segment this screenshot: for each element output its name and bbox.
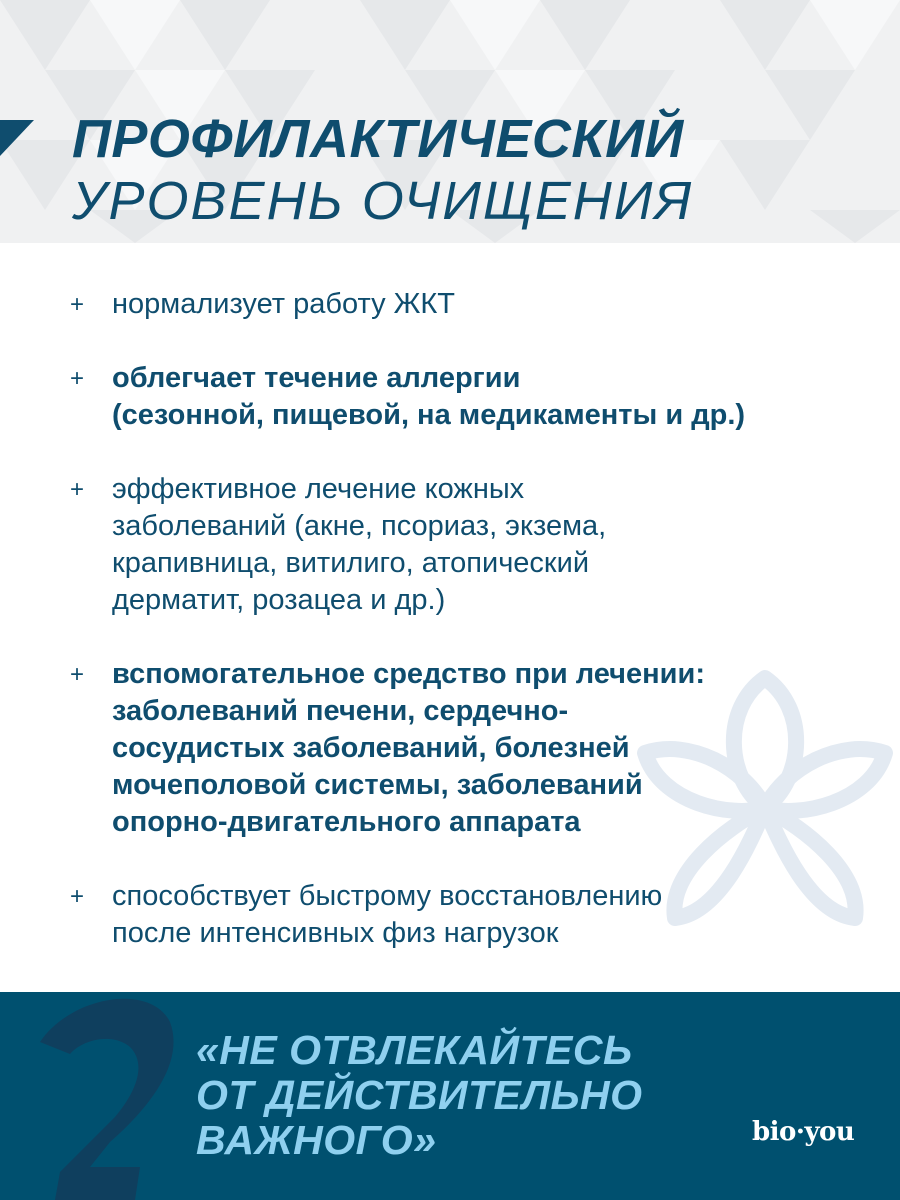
plus-icon: +: [70, 883, 85, 910]
plus-icon: +: [70, 661, 85, 688]
plus-icon: +: [70, 291, 85, 318]
title-line-1: ПРОФИЛАКТИЧЕСКИЙ: [72, 109, 684, 169]
list-item-text: способствует быстрому восстановлению после интенсивных физ нагрузок: [112, 880, 663, 949]
header-banner: [0, 0, 900, 243]
quote-line-3: ВАЖНОГО»: [196, 1117, 437, 1163]
title-line-2: УРОВЕНЬ ОЧИЩЕНИЯ: [72, 171, 694, 231]
quote-line-2: ОТ ДЕЙСТВИТЕЛЬНО: [196, 1072, 643, 1118]
list-item: [70, 360, 870, 434]
list-item: [70, 471, 870, 619]
quote-line-1: «НЕ ОТВЛЕКАЙТЕСЬ: [196, 1027, 633, 1073]
quote-text: [196, 1028, 643, 1163]
list-item-text: вспомогательное средство при лечении: заболеваний печени, сердечно- сосудистых заболеваний, болезней мочеполовой системы, заболеваний опорно-двигательного аппарата: [112, 658, 705, 838]
list-item: [70, 286, 870, 323]
list-item-text: облегчает течение аллергии (сезонной, пищевой, на медикаменты и др.): [112, 362, 746, 431]
list-item-text: эффективное лечение кожных заболеваний (акне, псориаз, экзема, крапивница, витилиго, атопический дерматит, розацеа и др.): [112, 473, 607, 616]
list-item: [70, 656, 870, 841]
benefits-list: [70, 286, 870, 989]
corner-triangle-icon: [0, 120, 40, 160]
footer-banner: [0, 992, 900, 1200]
list-item-text: нормализует работу ЖКТ: [112, 288, 456, 320]
list-item: [70, 878, 870, 952]
page-title: [72, 108, 693, 232]
plus-icon: +: [70, 476, 85, 503]
plus-icon: +: [70, 365, 85, 392]
brand-logo: bio·you: [752, 1117, 855, 1147]
number-two-icon: [0, 992, 200, 1200]
